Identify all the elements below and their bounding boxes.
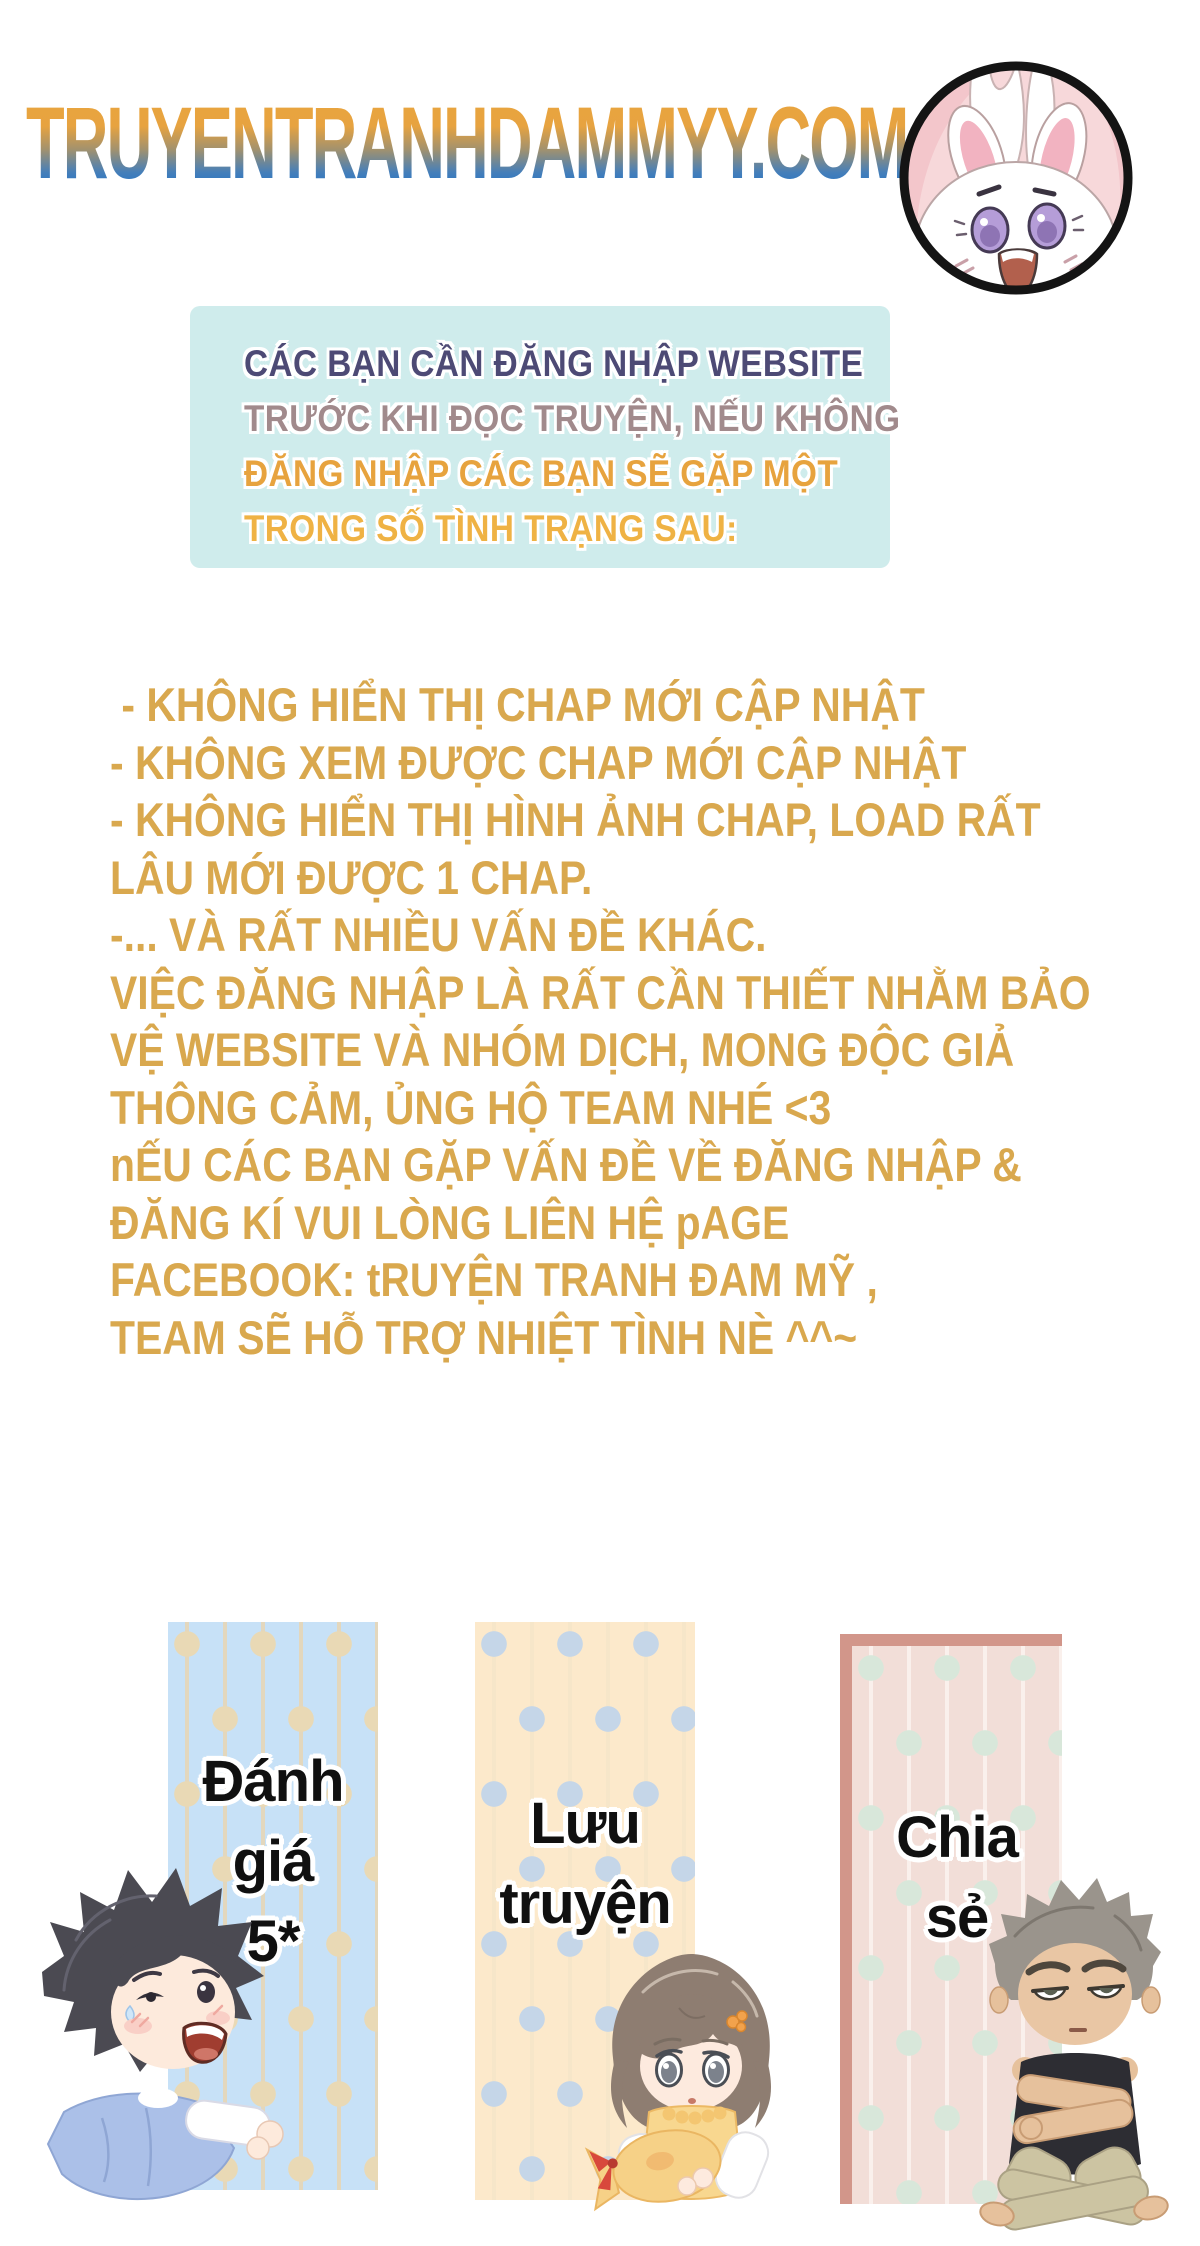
login-notice-text [244,336,900,556]
bunny-mascot-badge [893,54,1139,300]
notice-line: CÁC BẠN CẦN ĐĂNG NHẬP WEBSITE [244,343,864,384]
bunny-avatar-icon [893,54,1139,300]
login-notice-box [190,306,901,568]
chibi-boy-happy [6,1850,288,2242]
rate-card-label: Đánh giá 5* [202,1749,344,1974]
announcement-line: -... VÀ RẤT NHIỀU VẤN ĐỀ KHÁC. [110,908,767,961]
notice-line: TRƯỚC KHI ĐỌC TRUYỆN, NẾU KHÔNG [244,398,901,439]
announcement-line: - KHÔNG HIỂN THỊ HÌNH ẢNH CHAP, LOAD RẤT [110,793,1041,846]
announcement-line: THÔNG CẢM, ỦNG HỘ TEAM NHÉ <3 [110,1080,832,1134]
announcement-line: LÂU MỚI ĐƯỢC 1 CHAP. [110,850,593,904]
notice-line: TRONG SỐ TÌNH TRẠNG SAU: [244,508,738,549]
site-title[interactable]: TRUYENTRANHDAMMYY.COM [26,80,907,208]
chibi-boy-arms-crossed [945,1866,1200,2240]
announcement-line: ĐĂNG KÍ VUI LÒNG LIÊN HỆ pAGE [110,1195,790,1249]
save-card-label: Lưu truyện [499,1791,671,1936]
chibi-girl-fish-pillow [583,1938,801,2216]
notice-line: ĐĂNG NHẬP CÁC BẠN SẼ GẶP MỘT [244,453,839,494]
announcement-line: TEAM SẼ HỖ TRỢ NHIỆT TÌNH NÈ ^^~ [110,1310,858,1364]
share-card-label: Chia sẻ [896,1805,1018,1950]
announcement-line: - KHÔNG XEM ĐƯỢC CHAP MỚI CẬP NHẬT [110,735,967,789]
announcement-line: - KHÔNG HIỂN THỊ CHAP MỚI CẬP NHẬT [110,678,925,731]
announcement-line: VIỆC ĐĂNG NHẬP LÀ RẤT CẦN THIẾT NHẰM BẢO [110,965,1091,1019]
announcement-line: FACEBOOK: tRUYỆN TRANH ĐAM MỸ , [110,1253,878,1306]
announcement-line: VỆ WEBSITE VÀ NHÓM DỊCH, MONG ĐỘC GIẢ [110,1023,1015,1076]
announcement-line: nẾU CÁC BẠN GẶP VẤN ĐỀ VỀ ĐĂNG NHẬP & [110,1138,1022,1191]
announcement-text [110,676,1091,1366]
